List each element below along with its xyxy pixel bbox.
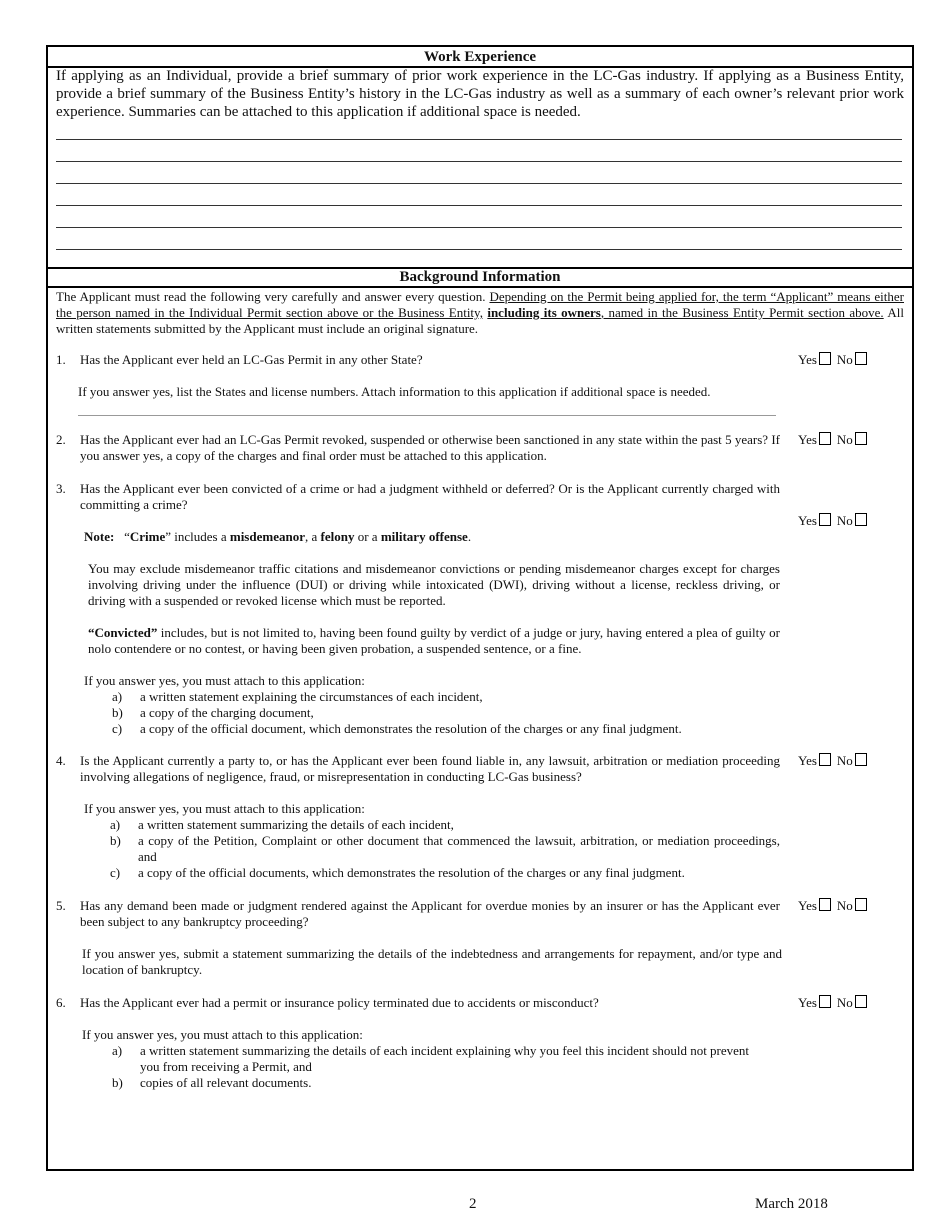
q5-followup: If you answer yes, submit a statement summarizing the details of the indebtedness and arrangements for repayment, and/or type and location of bankruptcy. bbox=[82, 946, 782, 977]
q2-yes-no bbox=[798, 432, 873, 448]
q6-attach-intro: If you answer yes, you must attach to this application: bbox=[82, 1027, 363, 1042]
yes-label: Yes bbox=[798, 513, 817, 528]
q3-yes-no bbox=[798, 513, 873, 529]
list-text: a copy of the charging document, bbox=[140, 705, 314, 720]
applicant-definition-bold: including its owners bbox=[487, 305, 601, 320]
yes-label: Yes bbox=[798, 995, 817, 1010]
applicant-definition: Depending on the Permit being applied for, the term “Applicant” means either the person named in the Individual Permit section above or the Business Entity, bbox=[56, 289, 904, 320]
list-label: a) bbox=[112, 1043, 123, 1058]
q6-attach-list bbox=[112, 1043, 752, 1091]
background-title: Background Information bbox=[399, 269, 561, 285]
question-5 bbox=[56, 898, 780, 930]
question-number: 4. bbox=[56, 753, 66, 768]
work-experience-line[interactable] bbox=[56, 183, 902, 184]
list-item bbox=[110, 817, 780, 833]
q1-no-checkbox[interactable] bbox=[855, 352, 867, 365]
list-text: copies of all relevant documents. bbox=[140, 1075, 312, 1090]
q2-yes-checkbox[interactable] bbox=[819, 432, 831, 445]
intro-signature-text: All written statements submitted by the Applicant must include an original signature. bbox=[56, 305, 904, 336]
question-text: Has the Applicant ever had an LC-Gas Permit revoked, suspended or otherwise been sanctioned in any state within the past 5 years? If you answer yes, a copy of the charges and final order must be attached to this application. bbox=[80, 432, 780, 463]
q3-no-checkbox[interactable] bbox=[855, 513, 867, 526]
yes-label: Yes bbox=[798, 352, 817, 367]
page-number: 2 bbox=[469, 1196, 477, 1212]
q6-yes-checkbox[interactable] bbox=[819, 995, 831, 1008]
question-number: 6. bbox=[56, 995, 66, 1010]
q6-yes-no bbox=[798, 995, 873, 1011]
list-text: a written statement summarizing the details of each incident, bbox=[138, 817, 454, 832]
no-label: No bbox=[836, 432, 853, 447]
crime-term: Crime bbox=[129, 529, 166, 544]
q3-yes-checkbox[interactable] bbox=[819, 513, 831, 526]
note-text: or a bbox=[354, 529, 381, 544]
list-text: a copy of the official document, which demonstrates the resolution of the charges or any final judgment. bbox=[140, 721, 682, 736]
question-text: Has the Applicant ever had a permit or insurance policy terminated due to accidents or misconduct? bbox=[80, 995, 599, 1010]
intro-text: The Applicant must read the following very carefully and answer every question. bbox=[56, 289, 486, 304]
list-text: a copy of the official documents, which demonstrates the resolution of the charges or any final judgment. bbox=[138, 865, 685, 880]
list-label: a) bbox=[110, 817, 121, 832]
question-text: Is the Applicant currently a party to, or has the Applicant ever been found liable in, any lawsuit, arbitration or mediation proceeding involving allegations of negligence, fraud, or misrepresentation in conducting LC-Gas business? bbox=[80, 753, 780, 784]
list-item bbox=[112, 1075, 752, 1091]
question-6 bbox=[56, 995, 780, 1011]
question-1 bbox=[56, 352, 780, 368]
list-label: b) bbox=[112, 705, 123, 720]
q5-yes-checkbox[interactable] bbox=[819, 898, 831, 911]
q6-no-checkbox[interactable] bbox=[855, 995, 867, 1008]
q1-yes-checkbox[interactable] bbox=[819, 352, 831, 365]
list-item bbox=[112, 1043, 752, 1075]
misdemeanor-term: misdemeanor bbox=[229, 529, 305, 544]
q1-yes-no bbox=[798, 352, 873, 368]
question-number: 3. bbox=[56, 481, 66, 496]
work-experience-instructions: If applying as an Individual, provide a brief summary of prior work experience in the LC-Gas industry. If applying as a Business Entity, provide a brief summary of the Business Entity’s history in the LC-Gas industry as well as a summary of each owner’s relevant prior work experience. Summaries can be attached to this application if additional space is needed. bbox=[56, 68, 904, 120]
question-2 bbox=[56, 432, 780, 464]
work-experience-title: Work Experience bbox=[423, 49, 537, 65]
felony-term: felony bbox=[320, 529, 355, 544]
divider bbox=[48, 286, 912, 288]
military-offense-term: military offense bbox=[380, 529, 468, 544]
q3-exclusion: You may exclude misdemeanor traffic citations and misdemeanor convictions or pending misdemeanor charges except for charges involving driving under the influence (DUI) or driving while intoxicated (DWI), driving without a license, reckless driving, or driving with a suspended or revoked license which must be reported. bbox=[88, 561, 780, 608]
convicted-text: includes, but is not limited to, having been found guilty by verdict of a judge or jury, having entered a plea of guilty or nolo contendere or no contest, or having been given probation, a suspended sentence, or a fine. bbox=[88, 625, 780, 656]
q1-followup: If you answer yes, list the States and license numbers. Attach information to this application if additional space is needed. bbox=[78, 384, 711, 399]
question-4 bbox=[56, 753, 780, 785]
list-text: a written statement summarizing the details of each incident explaining why you feel this incident should not prevent you from receiving a Permit, and bbox=[140, 1043, 750, 1074]
list-label: a) bbox=[112, 689, 123, 704]
background-intro bbox=[56, 289, 904, 337]
q3-convicted-definition bbox=[88, 625, 780, 657]
list-item bbox=[112, 705, 782, 721]
list-item bbox=[110, 833, 780, 865]
work-experience-line[interactable] bbox=[56, 161, 902, 162]
work-experience-line[interactable] bbox=[56, 227, 902, 228]
q3-attach-intro: If you answer yes, you must attach to this application: bbox=[84, 673, 365, 688]
no-label: No bbox=[836, 352, 853, 367]
yes-label: Yes bbox=[798, 432, 817, 447]
note-text: , a bbox=[304, 529, 321, 544]
list-text: a copy of the Petition, Complaint or other document that commenced the lawsuit, arbitration, or mediation proceedings, and bbox=[138, 833, 780, 864]
question-text: Has the Applicant ever held an LC-Gas Permit in any other State? bbox=[80, 352, 423, 367]
work-experience-line[interactable] bbox=[56, 205, 902, 206]
list-text: a written statement explaining the circumstances of each incident, bbox=[140, 689, 483, 704]
note-text: ” includes a bbox=[165, 529, 230, 544]
work-experience-line[interactable] bbox=[56, 249, 902, 250]
work-experience-line[interactable] bbox=[56, 139, 902, 140]
no-label: No bbox=[836, 898, 853, 913]
applicant-definition-end: , named in the Business Entity Permit section above. bbox=[600, 305, 884, 320]
list-label: c) bbox=[110, 865, 121, 880]
note-label: Note: bbox=[84, 529, 115, 544]
q3-attach-list bbox=[112, 689, 782, 737]
q5-yes-no bbox=[798, 898, 873, 914]
convicted-term: “Convicted” bbox=[88, 625, 158, 640]
note-text: . bbox=[467, 529, 472, 544]
yes-label: Yes bbox=[798, 898, 817, 913]
footer-date: March 2018 bbox=[755, 1196, 828, 1212]
list-label: b) bbox=[110, 833, 121, 848]
q4-yes-checkbox[interactable] bbox=[819, 753, 831, 766]
q4-attach-intro: If you answer yes, you must attach to this application: bbox=[84, 801, 365, 816]
quote-open: “ bbox=[124, 529, 130, 544]
q4-yes-no bbox=[798, 753, 873, 769]
question-3 bbox=[56, 481, 780, 513]
list-label: c) bbox=[112, 721, 123, 736]
list-item bbox=[112, 689, 782, 705]
question-number: 1. bbox=[56, 352, 66, 367]
q5-no-checkbox[interactable] bbox=[855, 898, 867, 911]
question-number: 2. bbox=[56, 432, 66, 447]
question-text: Has any demand been made or judgment rendered against the Applicant for overdue monies by an insurer or has the Applicant ever been subject to any bankruptcy proceeding? bbox=[80, 898, 780, 929]
list-item bbox=[110, 865, 780, 881]
question-number: 5. bbox=[56, 898, 66, 913]
form-frame bbox=[46, 45, 914, 1171]
q4-attach-list bbox=[110, 817, 780, 881]
no-label: No bbox=[836, 513, 853, 528]
q3-note bbox=[84, 529, 784, 545]
no-label: No bbox=[836, 995, 853, 1010]
question-text: Has the Applicant ever been convicted of a crime or had a judgment withheld or deferred? Or is the Applicant currently charged with committing a crime? bbox=[80, 481, 780, 512]
list-label: b) bbox=[112, 1075, 123, 1090]
q4-no-checkbox[interactable] bbox=[855, 753, 867, 766]
yes-label: Yes bbox=[798, 753, 817, 768]
no-label: No bbox=[836, 753, 853, 768]
list-item bbox=[112, 721, 782, 737]
q2-no-checkbox[interactable] bbox=[855, 432, 867, 445]
q1-answer-line[interactable] bbox=[78, 415, 776, 416]
